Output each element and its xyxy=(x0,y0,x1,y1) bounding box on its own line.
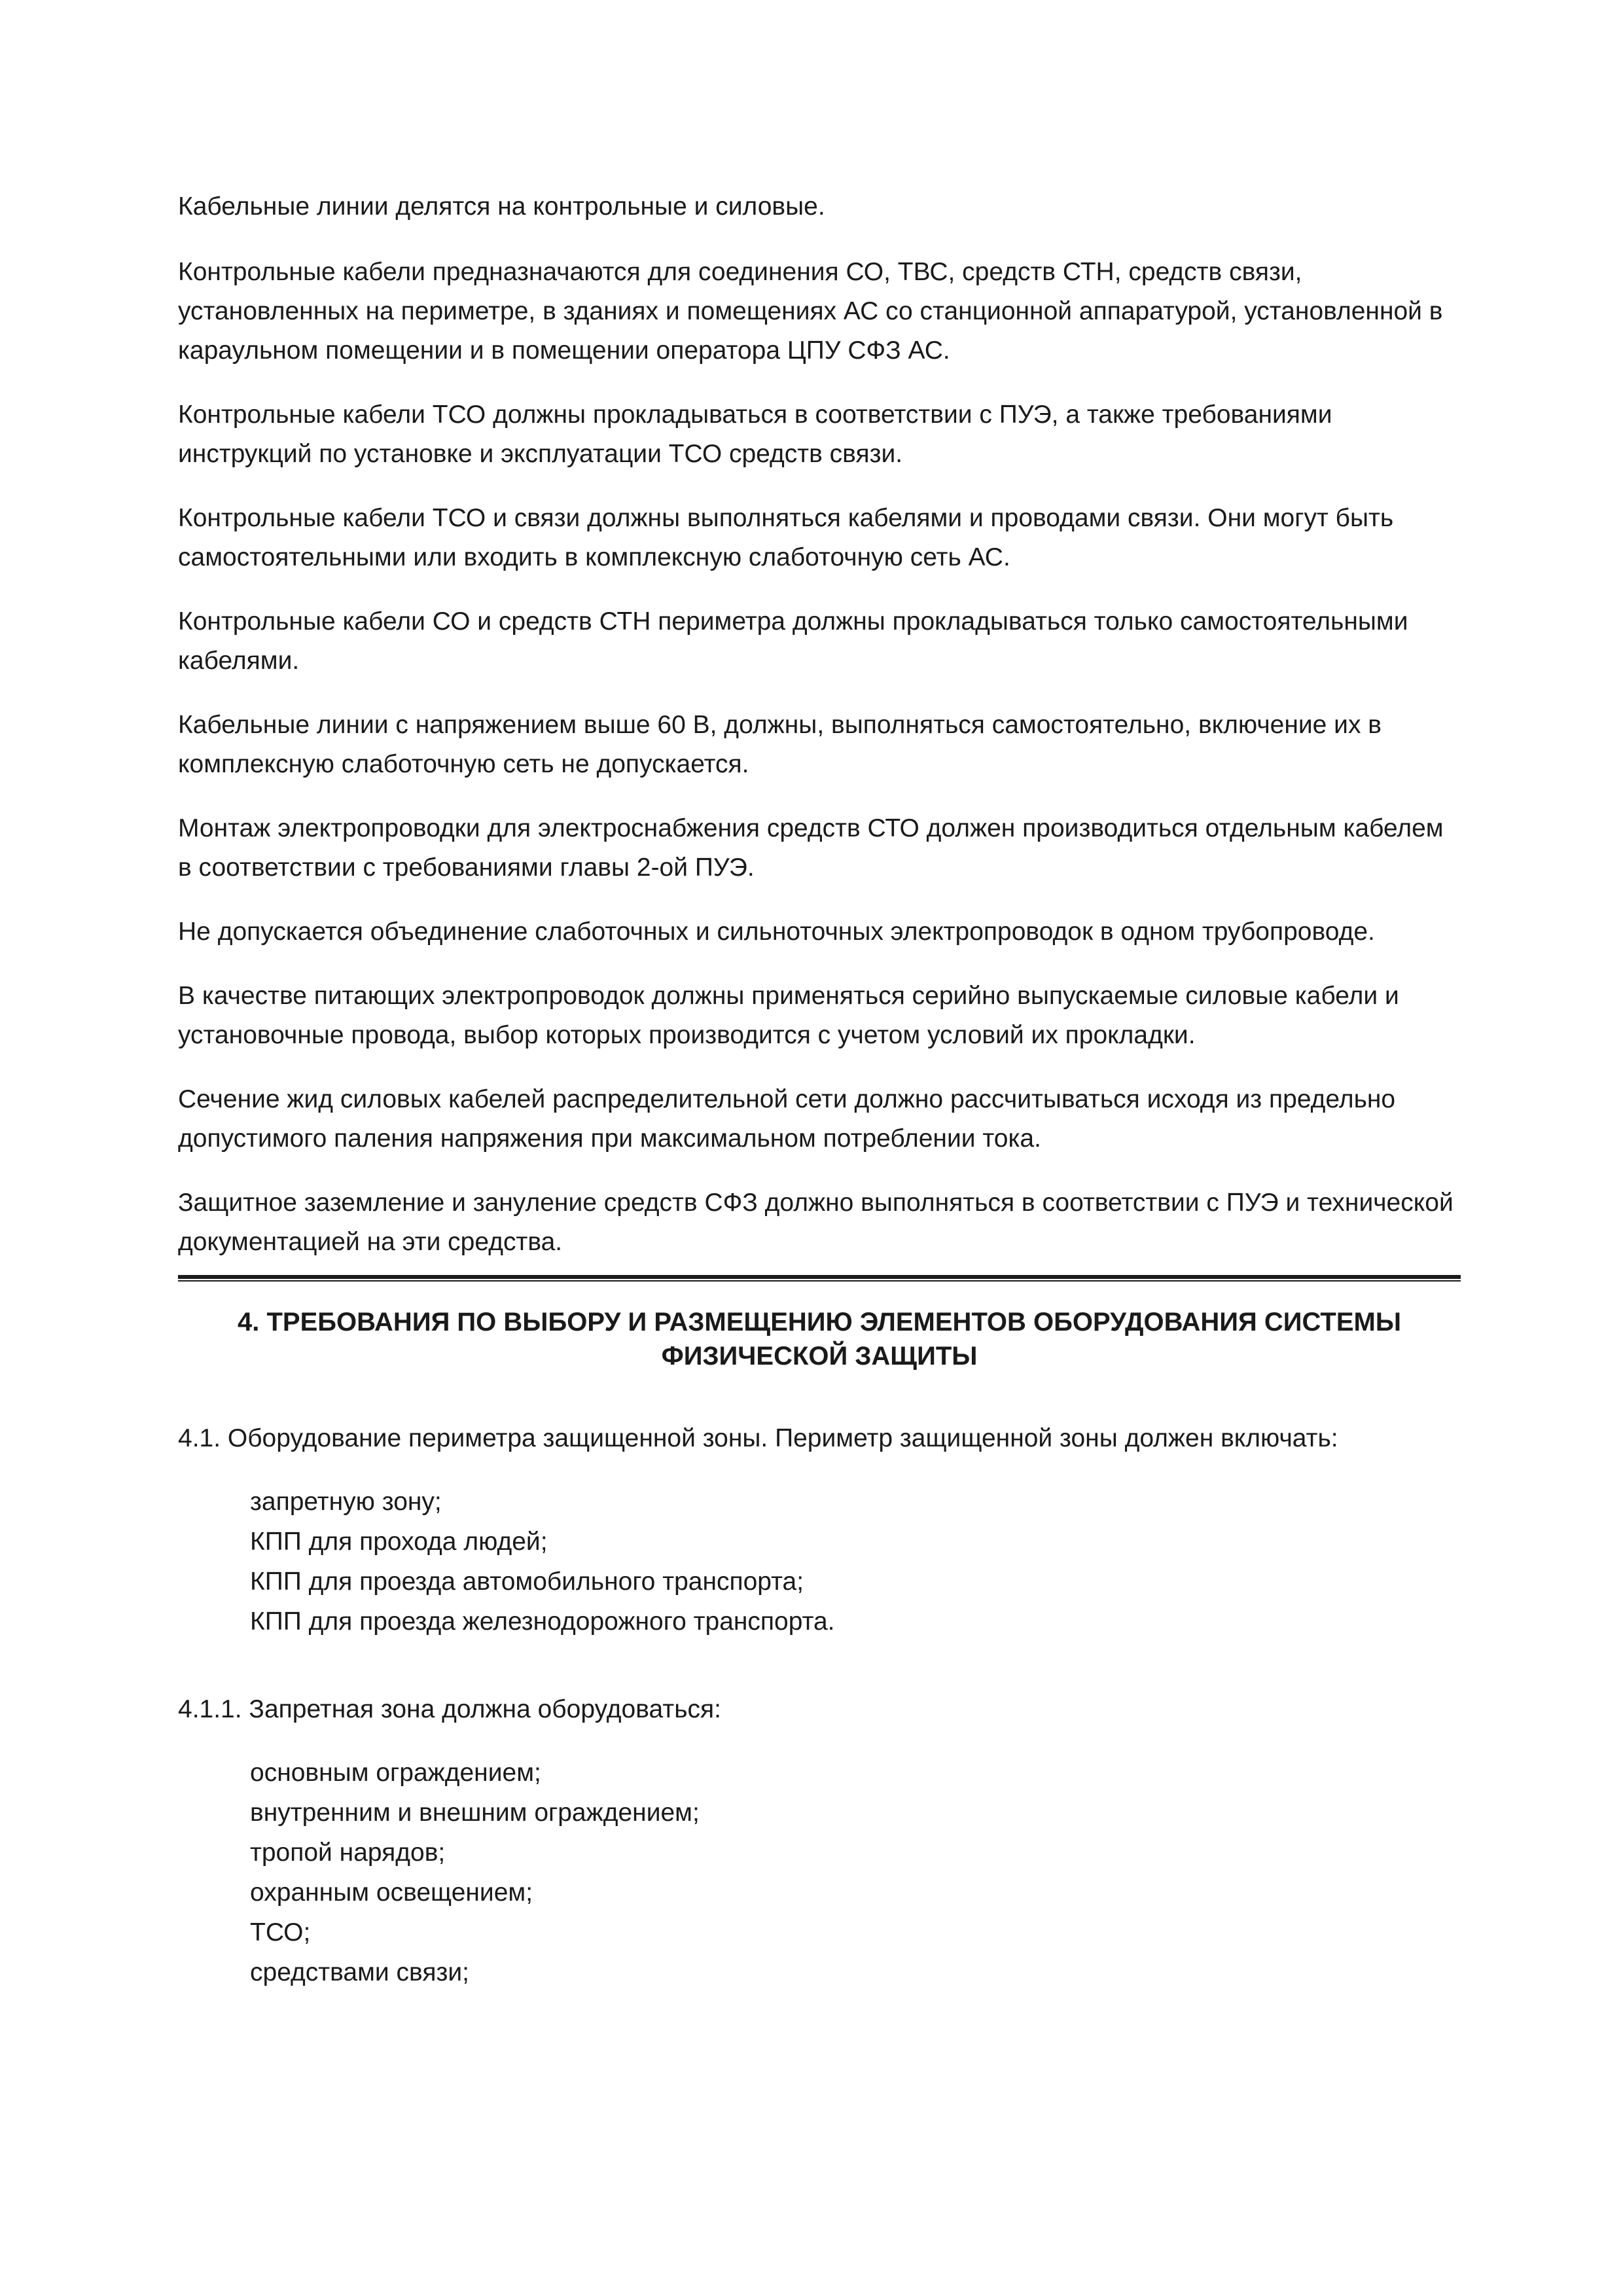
section-heading-line2: ФИЗИЧЕСКОЙ ЗАЩИТЫ xyxy=(661,1342,978,1371)
list-item: ТСО; xyxy=(250,1918,311,1946)
section-divider xyxy=(178,1275,1461,1279)
paragraph-cross-section: Сечение жид силовых кабелей распределительной сети должно рассчитываться исходя из предельно допустимого паления напряжения при максимальном потреблении тока. xyxy=(178,1085,1396,1153)
paragraph-power-wiring: Монтаж электропроводки для электроснабжения средств СТО должен производиться отдельным кабелем в соответствии с требованиями главы 2-ой ПУЭ. xyxy=(178,814,1444,882)
list-item: запретную зону; xyxy=(250,1488,442,1516)
list-item: КПП для проезда железнодорожного транспорта. xyxy=(250,1607,835,1636)
paragraph-so-stn-cables: Контрольные кабели СО и средств СТН периметра должны прокладываться только самостоятельными кабелями. xyxy=(178,607,1408,675)
section-heading xyxy=(178,1305,1461,1373)
section-divider-thin xyxy=(178,1280,1461,1282)
list-item: КПП для проезда автомобильного транспорта; xyxy=(250,1568,804,1596)
paragraph-tso-cables-pue: Контрольные кабели ТСО должны прокладываться в соответствии с ПУЭ, а также требованиями инструкций по установке и эксплуатации ТСО средств связи. xyxy=(178,401,1332,468)
list-4-1-1 xyxy=(250,1753,1461,1992)
list-item: КПП для прохода людей; xyxy=(250,1528,548,1556)
page-content xyxy=(178,187,1461,1992)
section-heading-line1: 4. ТРЕБОВАНИЯ ПО ВЫБОРУ И РАЗМЕЩЕНИЮ ЭЛЕМЕНТОВ ОБОРУДОВАНИЯ СИСТЕМЫ xyxy=(238,1308,1401,1336)
list-4-1 xyxy=(250,1482,1461,1641)
list-item: основным ограждением; xyxy=(250,1759,541,1787)
paragraph-4-1-1: 4.1.1. Запретная зона должна оборудоваться: xyxy=(178,1695,721,1723)
paragraph-no-combining: Не допускается объединение слаботочных и сильноточных электропроводок в одном трубопроводе. xyxy=(178,918,1375,946)
paragraph-grounding: Защитное заземление и зануление средств СФЗ должно выполняться в соответствии с ПУЭ и технической документацией на эти средства. xyxy=(178,1189,1454,1256)
paragraph-4-1: 4.1. Оборудование периметра защищенной зоны. Периметр защищенной зоны должен включать: xyxy=(178,1424,1338,1452)
paragraph-control-cables-purpose: Контрольные кабели предназначаются для соединения СО, ТВС, средств СТН, средств связи, установленных на периметре, в зданиях и помещениях АС со станционной аппаратурой, установленной в караульном помещении и в помещении оператора ЦПУ СФЗ АС. xyxy=(178,258,1443,365)
list-item: средствами связи; xyxy=(250,1958,469,1986)
list-item: внутренним и внешним ограждением; xyxy=(250,1799,700,1827)
list-item: охранным освещением; xyxy=(250,1878,533,1907)
list-item: тропой нарядов; xyxy=(250,1839,446,1867)
paragraph-supply-wiring: В качестве питающих электропроводок должны применяться серийно выпускаемые силовые кабели и установочные провода, выбор которых производится с учетом условий их прокладки. xyxy=(178,982,1399,1049)
paragraph-voltage-60v: Кабельные линии с напряжением выше 60 В, должны, выполняться самостоятельно, включение их в комплексную слаботочную сеть не допускается. xyxy=(178,711,1382,778)
paragraph-tso-comm-cables: Контрольные кабели ТСО и связи должны выполняться кабелями и проводами связи. Они могут быть самостоятельными или входить в комплексную слаботочную сеть АС. xyxy=(178,504,1394,571)
paragraph-cable-lines: Кабельные линии делятся на контрольные и силовые. xyxy=(178,192,825,221)
